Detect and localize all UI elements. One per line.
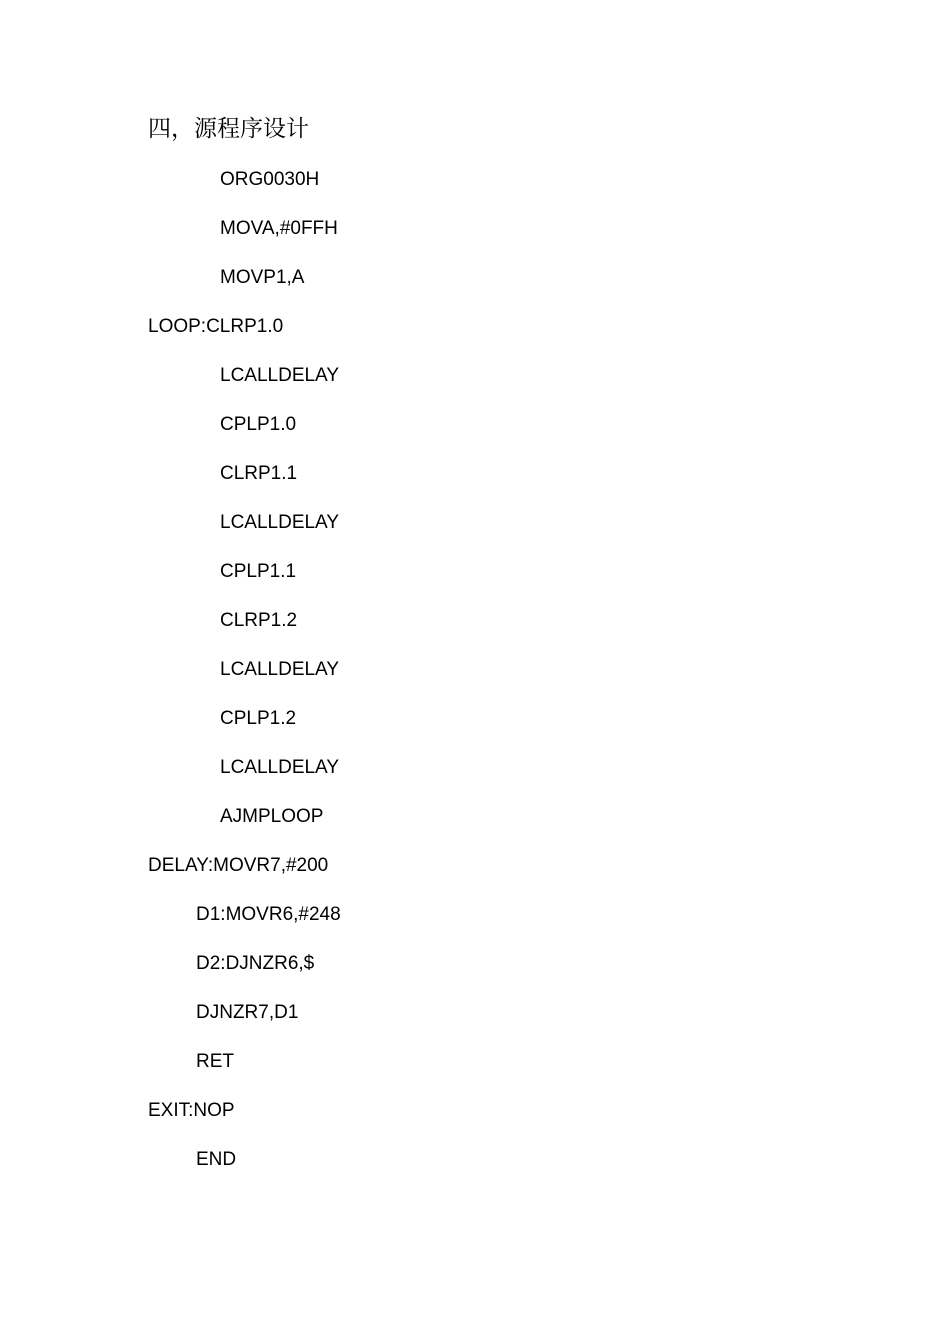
code-line: LCALLDELAY — [220, 659, 339, 680]
code-line: MOVP1,A — [220, 267, 305, 288]
code-line: END — [196, 1149, 237, 1170]
code-line: MOVA,#0FFH — [220, 218, 338, 239]
code-line: CLRP1.2 — [220, 610, 298, 631]
code-line: CPLP1.0 — [220, 414, 297, 435]
code-line: LCALLDELAY — [220, 512, 339, 533]
code-line: CPLP1.2 — [220, 708, 297, 729]
code-line: LCALLDELAY — [220, 365, 339, 386]
code-line: LOOP:CLRP1.0 — [148, 316, 284, 337]
code-line: DJNZR7,D1 — [196, 1002, 299, 1023]
code-line: CPLP1.1 — [220, 561, 297, 582]
code-line: LCALLDELAY — [220, 757, 339, 778]
code-line: D1:MOVR6,#248 — [196, 904, 341, 925]
code-line: D2:DJNZR6,$ — [196, 953, 315, 974]
code-line: DELAY:MOVR7,#200 — [148, 855, 329, 876]
section-heading: 四，源程序设计 — [148, 116, 309, 142]
code-line: RET — [196, 1051, 234, 1072]
code-line: CLRP1.1 — [220, 463, 298, 484]
code-line: ORG0030H — [220, 169, 320, 190]
code-line: AJMPLOOP — [220, 806, 324, 827]
code-line: EXIT:NOP — [148, 1100, 235, 1121]
